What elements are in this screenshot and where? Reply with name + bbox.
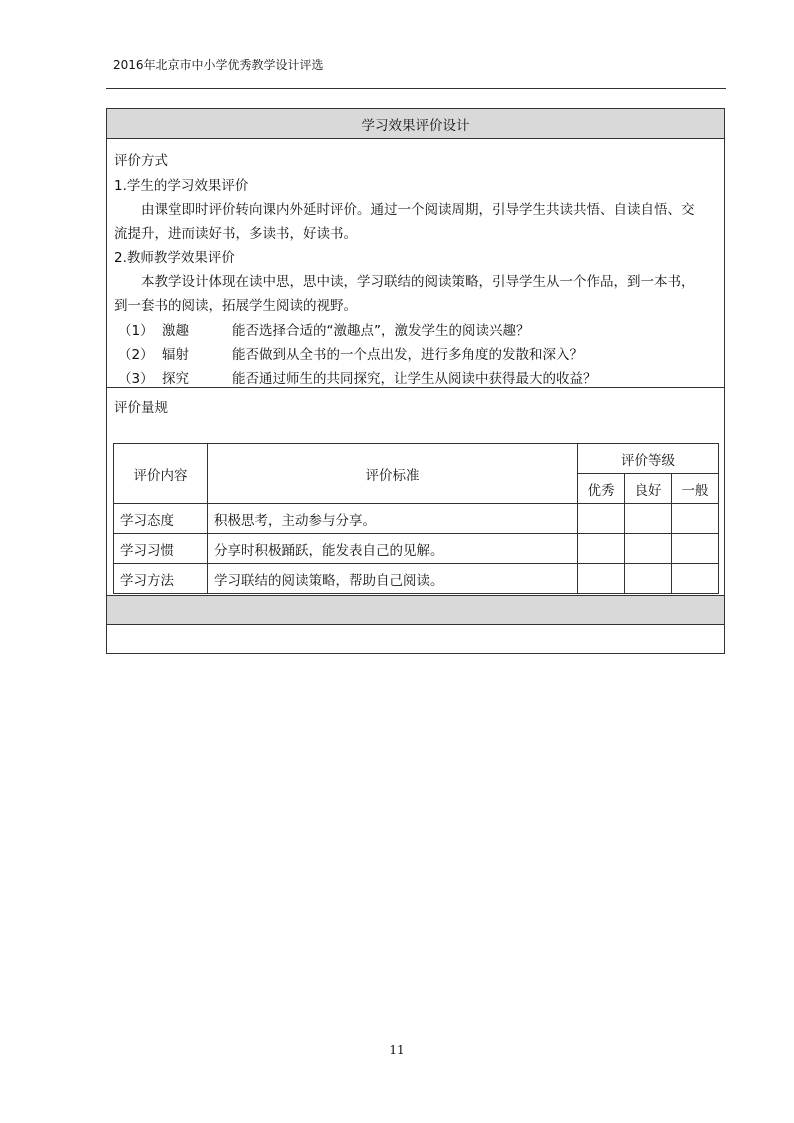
criterion-question: 能否通过师生的共同探究，让学生从阅读中获得最大的收益？ <box>232 371 597 387</box>
header-rule <box>106 88 726 89</box>
rubric-cell-excellent <box>578 564 625 594</box>
rubric-standard: 学习联结的阅读策略，帮助自己阅读。 <box>208 564 578 594</box>
student-eval-text-2: 流提升，进而读好书，多读书，好读书。 <box>114 226 357 242</box>
rubric-cell-good <box>625 534 672 564</box>
criterion-number: （2） <box>118 347 154 363</box>
criterion-keyword: 激趣 <box>162 323 189 339</box>
rubric-cell-average <box>672 564 719 594</box>
rubric-level-excellent: 优秀 <box>578 474 625 504</box>
rubric-cell-excellent <box>578 504 625 534</box>
teacher-eval-heading: 2.教师教学效果评价 <box>114 250 235 266</box>
criterion-question: 能否选择合适的“激趣点”，激发学生的阅读兴趣？ <box>232 323 530 339</box>
teacher-eval-text-2: 到一套书的阅读，拓展学生阅读的视野。 <box>114 298 357 314</box>
rubric-cell-good <box>625 564 672 594</box>
criterion-number: （3） <box>118 371 154 387</box>
table-row <box>114 534 719 564</box>
student-eval-text-1: 由课堂即时评价转向课内外延时评价。通过一个阅读周期，引导学生共读共悟、自读自悟、交 <box>141 202 695 218</box>
rubric-standard: 分享时积极踊跃，能发表自己的见解。 <box>208 534 578 564</box>
rubric-level-average: 一般 <box>672 474 719 504</box>
rubric-item: 学习习惯 <box>114 534 208 564</box>
page-number: 11 <box>389 1043 405 1057</box>
table-row <box>114 504 719 534</box>
rubric-cell-average <box>672 504 719 534</box>
rubric-item: 学习态度 <box>114 504 208 534</box>
criterion-keyword: 辐射 <box>162 347 189 363</box>
rubric-level-good: 良好 <box>625 474 672 504</box>
empty-section-bar <box>107 595 724 625</box>
rubric-table <box>113 443 719 594</box>
rubric-cell-good <box>625 504 672 534</box>
page-header: 2016年北京市中小学优秀教学设计评选 <box>113 58 324 72</box>
rubric-cell-excellent <box>578 534 625 564</box>
section-divider <box>107 387 724 388</box>
rubric-header-level: 评价等级 <box>578 444 719 474</box>
teacher-eval-text-1: 本教学设计体现在读中思，思中读，学习联结的阅读策略，引导学生从一个作品，到一本书， <box>141 274 695 290</box>
criterion-question: 能否做到从全书的一个点出发，进行多角度的发散和深入？ <box>232 347 583 363</box>
rubric-item: 学习方法 <box>114 564 208 594</box>
rubric-header-content: 评价内容 <box>114 444 208 504</box>
rubric-cell-average <box>672 534 719 564</box>
evaluation-design-table <box>106 108 725 654</box>
student-eval-heading: 1.学生的学习效果评价 <box>114 178 249 194</box>
criterion-keyword: 探究 <box>162 371 189 387</box>
criterion-number: （1） <box>118 323 154 339</box>
rubric-heading: 评价量规 <box>114 400 168 416</box>
section-title: 学习效果评价设计 <box>107 109 724 139</box>
method-heading: 评价方式 <box>114 153 168 169</box>
rubric-header-standard: 评价标准 <box>208 444 578 504</box>
table-row <box>114 564 719 594</box>
rubric-standard: 积极思考，主动参与分享。 <box>208 504 578 534</box>
